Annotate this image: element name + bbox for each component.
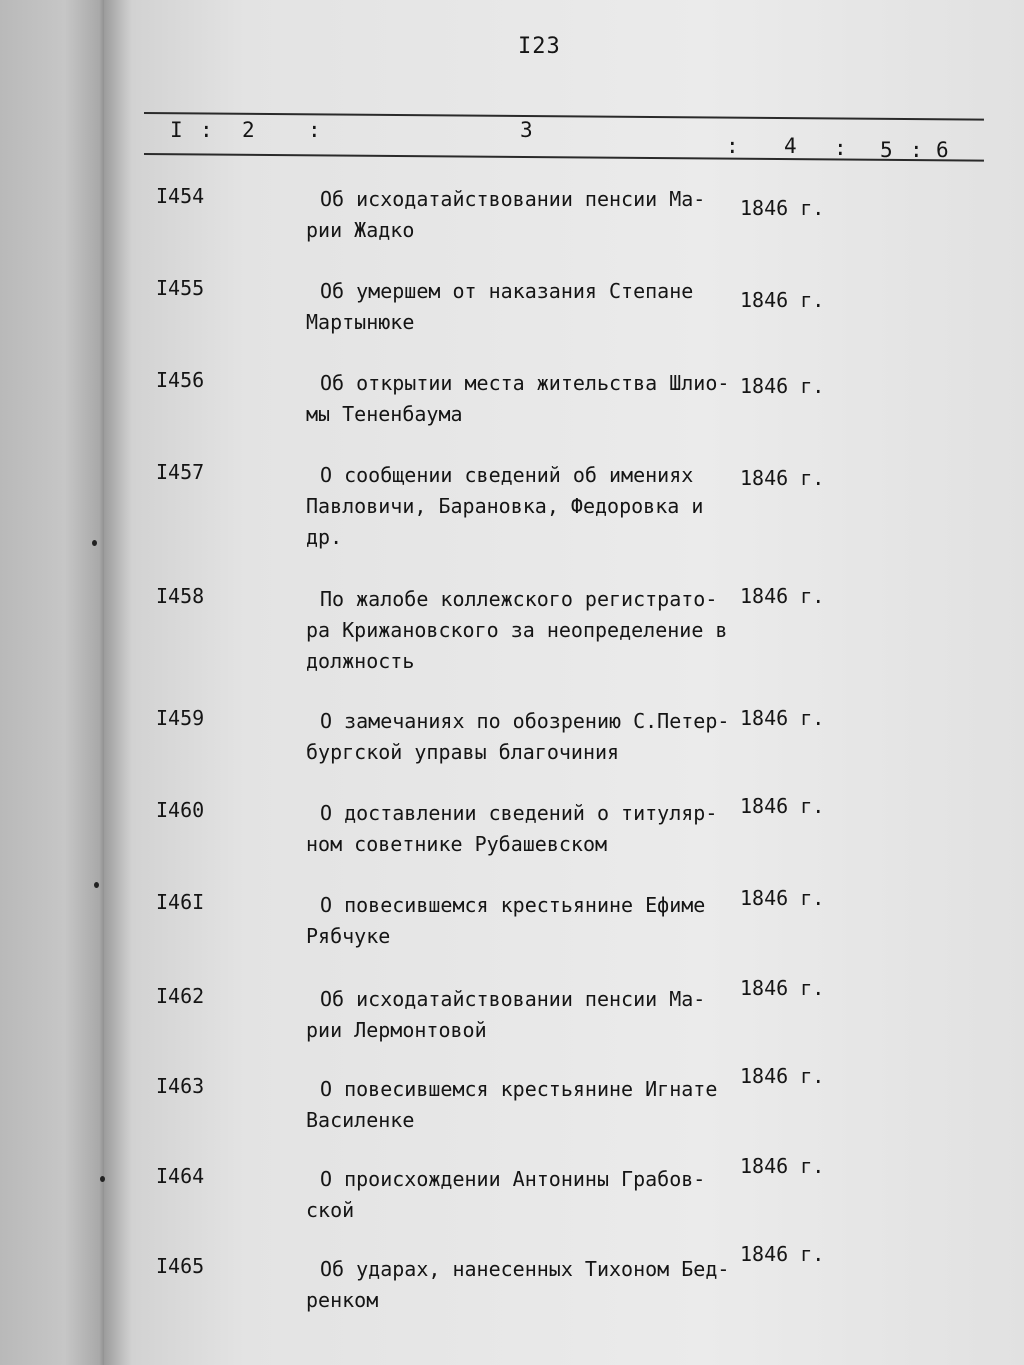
entry-year: 1846 г. — [740, 196, 825, 220]
entry-title-line: По жалобе коллежского регистрато- — [320, 587, 718, 611]
header-col-3: 3 — [520, 118, 533, 142]
entry-title-line: мы Тененбаума — [306, 402, 463, 426]
entry-title — [306, 184, 736, 246]
entry-title-line: Василенке — [306, 1108, 415, 1132]
entry-title-line: О повесившемся крестьянине Игнате — [320, 1077, 718, 1101]
entry-title — [306, 798, 736, 860]
entry-title-line: ренком — [306, 1288, 379, 1312]
header-separator: : — [726, 134, 739, 158]
entry-year: 1846 г. — [740, 886, 825, 910]
entry-year: 1846 г. — [740, 1064, 825, 1088]
entry-number: I454 — [156, 184, 205, 208]
entry-title-line: О доставлении сведений о титуляр- — [320, 801, 718, 825]
header-col-6: 6 — [936, 138, 949, 162]
ink-dot — [94, 882, 99, 888]
header-col-1: I — [170, 118, 183, 142]
entry-title — [306, 1074, 736, 1136]
entry-title — [306, 460, 736, 553]
entry-year: 1846 г. — [740, 794, 825, 818]
entry-title — [306, 368, 736, 430]
page-number: I23 — [518, 34, 561, 59]
entry-year: 1846 г. — [740, 288, 825, 312]
entry-title-line: ном советнике Рубашевском — [306, 832, 608, 856]
entry-title-line: О сообщении сведений об имениях — [320, 463, 694, 487]
entry-year: 1846 г. — [740, 706, 825, 730]
header-separator: : — [910, 138, 923, 162]
table-header — [104, 118, 1024, 162]
entry-title-line: О происхождении Антонины Грабов- — [320, 1167, 706, 1191]
header-separator: : — [200, 118, 213, 142]
entry-title-line: рии Жадко — [306, 218, 415, 242]
entry-year: 1846 г. — [740, 976, 825, 1000]
entry-title-line: ской — [306, 1198, 355, 1222]
entry-title — [306, 1164, 736, 1226]
entry-number: I46I — [156, 890, 205, 914]
entry-title-line: рии Лермонтовой — [306, 1018, 487, 1042]
entry-title-line: должность — [306, 649, 415, 673]
entry-title-line: Об умершем от наказания Степане — [320, 279, 694, 303]
header-separator: : — [308, 118, 321, 142]
entry-year: 1846 г. — [740, 374, 825, 398]
entry-year: 1846 г. — [740, 466, 825, 490]
ink-dot — [100, 1176, 105, 1182]
entry-number: I464 — [156, 1164, 205, 1188]
entry-number: I460 — [156, 798, 205, 822]
header-separator: : — [834, 136, 847, 160]
entry-title-line: О повесившемся крестьянине Ефиме — [320, 893, 706, 917]
entry-title-line: Павловичи, Барановка, Федоровка и — [306, 494, 704, 518]
entry-title — [306, 584, 736, 677]
entry-title-line: О замечаниях по обозрению С.Петер- — [320, 709, 730, 733]
entry-year: 1846 г. — [740, 1154, 825, 1178]
entry-number: I458 — [156, 584, 205, 608]
entry-title-line: бургской управы благочиния — [306, 740, 620, 764]
entry-number: I465 — [156, 1254, 205, 1278]
entry-year: 1846 г. — [740, 584, 825, 608]
entry-number: I456 — [156, 368, 205, 392]
entry-number: I455 — [156, 276, 205, 300]
entry-title-line: Об исходатайствовании пенсии Ма- — [320, 187, 706, 211]
header-col-4: 4 — [784, 134, 797, 158]
entry-title-line: Мартынюке — [306, 310, 415, 334]
entry-title-line: ра Крижановского за неопределение в — [306, 618, 728, 642]
header-bottom-rule — [144, 153, 984, 162]
entry-number: I463 — [156, 1074, 205, 1098]
entry-title — [306, 890, 736, 952]
ink-dot — [92, 540, 97, 546]
entry-number: I462 — [156, 984, 205, 1008]
entry-number: I457 — [156, 460, 205, 484]
entry-title-line: Об ударах, нанесенных Тихоном Бед- — [320, 1257, 730, 1281]
entry-title — [306, 984, 736, 1046]
entry-title-line: др. — [306, 525, 343, 549]
entry-number: I459 — [156, 706, 205, 730]
entry-title-line: Рябчуке — [306, 924, 391, 948]
document-page — [104, 0, 1024, 1365]
header-col-5: 5 — [880, 138, 893, 162]
entry-year: 1846 г. — [740, 1242, 825, 1266]
entry-title-line: Об открытии места жительства Шлио- — [320, 371, 730, 395]
facing-page-edge — [0, 0, 108, 1365]
entry-title — [306, 276, 736, 338]
entry-title — [306, 706, 736, 768]
header-col-2: 2 — [242, 118, 255, 142]
entry-title — [306, 1254, 736, 1316]
entry-title-line: Об исходатайствовании пенсии Ма- — [320, 987, 706, 1011]
